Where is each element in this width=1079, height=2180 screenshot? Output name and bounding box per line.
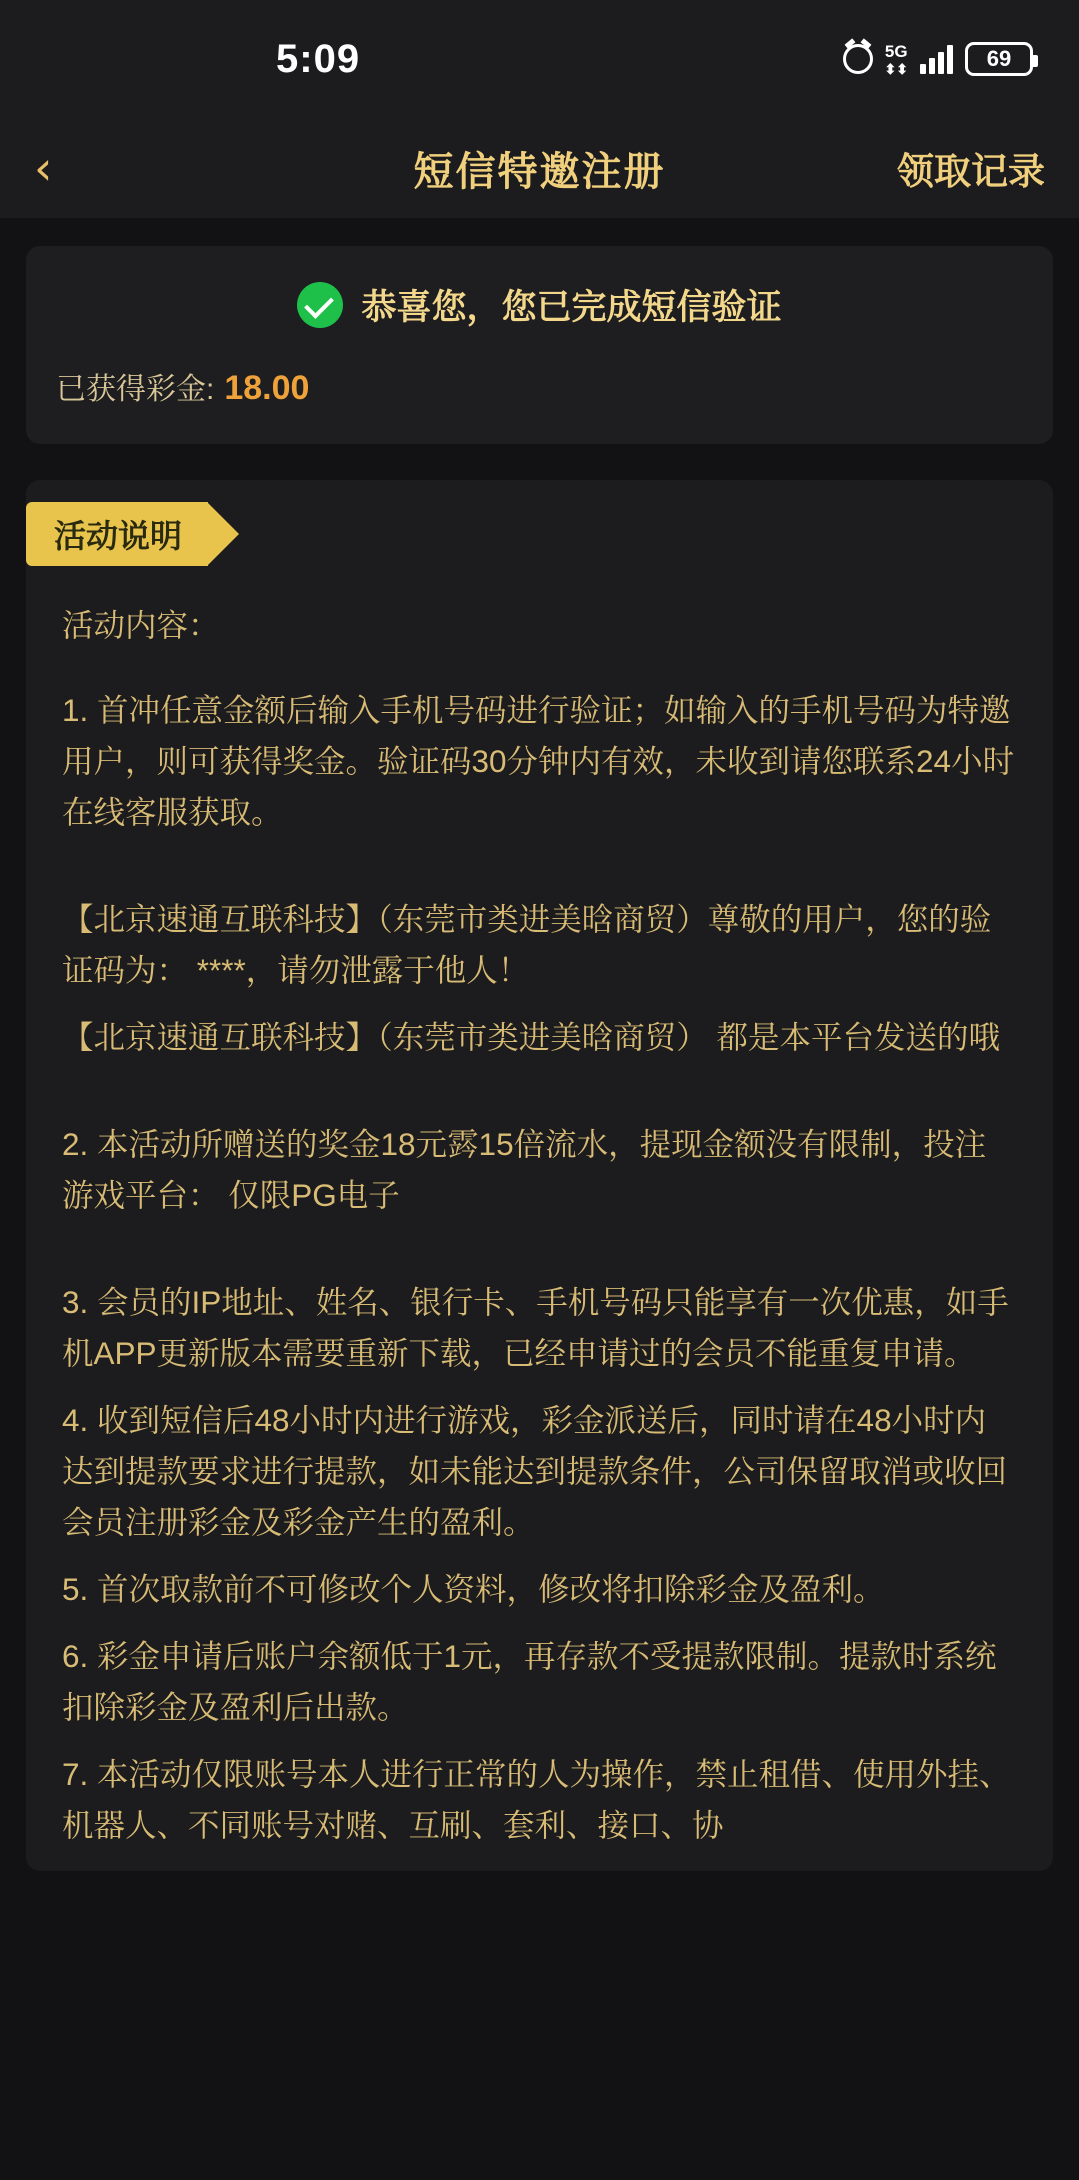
bonus-amount-value: 18.00 [224,369,310,407]
page-content [0,218,1079,1871]
back-icon[interactable]: ‹ [34,141,53,195]
rules-heading: 活动内容： [62,607,220,643]
title-bar [0,118,1079,218]
status-icons [843,42,1033,76]
success-message: 恭喜您，您已完成短信验证 [361,288,782,327]
bonus-amount-row [56,364,1023,408]
network-arrows-label: ⬍⬍ [884,60,908,77]
sms-sample-2: 【北京速通互联科技】（东莞市类进美晗商贸） 都是本平台发送的哦 [62,1019,1001,1056]
activity-rules-card [26,480,1053,1871]
battery-icon [965,42,1033,76]
activity-rules-body [26,480,1053,1851]
verification-status-card [26,246,1053,444]
alarm-icon [843,44,873,74]
claim-records-button[interactable]: 领取记录 [897,151,1045,192]
activity-rules-ribbon: 活动说明 [26,502,208,566]
success-row [56,280,1023,330]
rules-item-2: 2. 本活动所赠送的奖金18元霠15倍流水，提现金额没有限制，投注游戏平台： 仅限PG电子 [62,1126,987,1214]
rules-item-6: 6. 彩金申请后账户余额低于1元，再存款不受提款限制。提款时系统扣除彩金及盈利后出款。 [62,1638,997,1726]
page-title: 短信特邀注册 [413,149,666,194]
rules-item-1: 1. 首冲任意金额后输入手机号码进行验证；如输入的手机号码为特邀用户，则可获得奖金。验证码30分钟内有效，未收到请您联系24小时在线客服获取。 [62,692,1015,831]
network-type-label: 5G [884,41,908,61]
rules-item-3: 3. 会员的IP地址、姓名、银行卡、手机号码只能享有一次优惠，如手机APP更新版本需要重新下载，已经申请过的会员不能重复申请。 [62,1284,1009,1372]
status-time: 5:09 [276,36,361,81]
status-bar [0,0,1079,118]
check-circle-icon [297,282,343,328]
rules-item-5: 5. 首次取款前不可修改个人资料，修改将扣除彩金及盈利。 [62,1571,885,1608]
bonus-amount-label: 已获得彩金: [56,373,215,406]
network-type-icon [885,43,908,76]
sms-sample-1: 【北京速通互联科技】（东莞市类进美晗商贸）尊敬的用户，您的验证码为： ****，请勿泄露于他人！ [62,901,992,989]
rules-item-4: 4. 收到短信后48小时内进行游戏，彩金派送后，同时请在48小时内达到提款要求进行提款，如未能达到提款条件，公司保留取消或收回会员注册彩金及彩金产生的盈利。 [62,1402,1008,1541]
rules-item-7: 7. 本活动仅限账号本人进行正常的人为操作，禁止租借、使用外挂、机器人、不同账号对赌、互刷、套利、接口、协 [62,1756,1011,1844]
signal-icon [920,44,953,74]
battery-level-label: 69 [986,46,1012,71]
